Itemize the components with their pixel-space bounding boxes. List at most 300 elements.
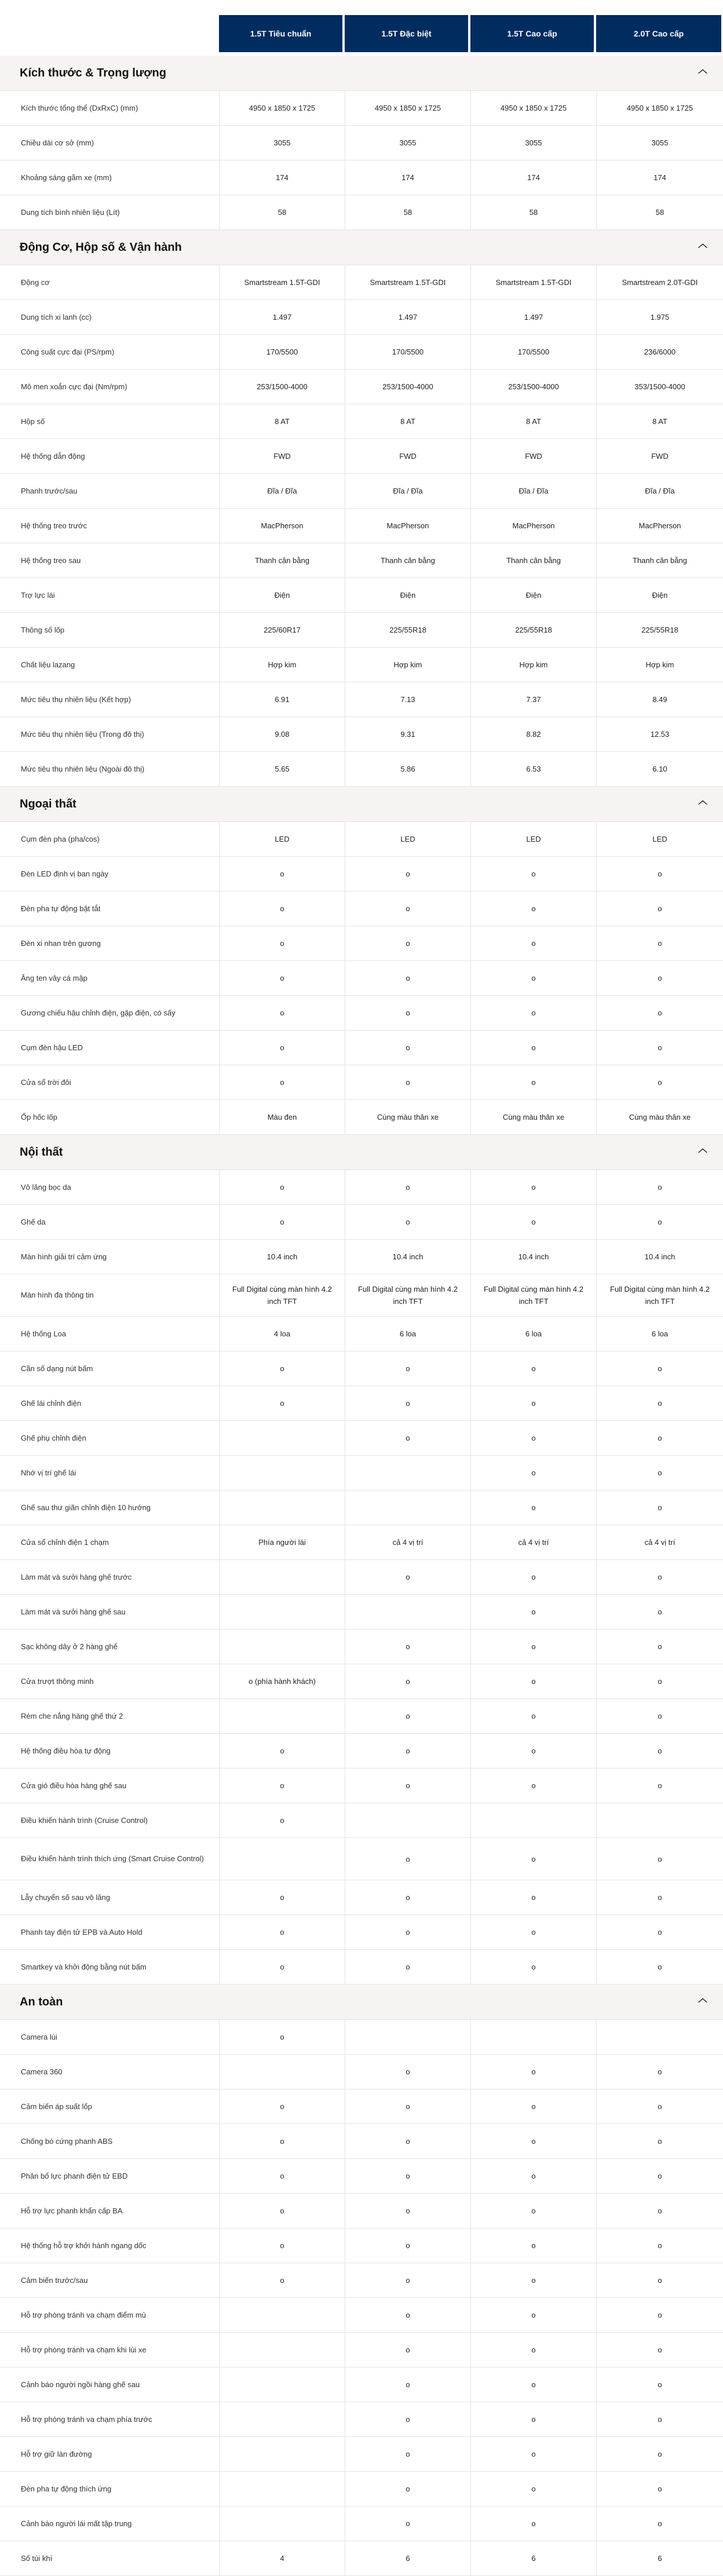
spec-value: Hợp kim: [219, 648, 345, 682]
spec-value: 4950 x 1850 x 1725: [470, 91, 596, 125]
spec-row: [0, 1525, 723, 1560]
spec-value: [219, 1699, 345, 1733]
spec-value: o: [596, 2402, 723, 2436]
spec-label: Làm mát và sưởi hàng ghế sau: [21, 1607, 126, 1616]
spec-row: [0, 1170, 723, 1205]
spec-value: o: [470, 2055, 596, 2089]
spec-value: o: [345, 1769, 470, 1803]
trim-column-header: 2.0T Cao cấp: [596, 15, 721, 52]
spec-value: o: [470, 2194, 596, 2228]
spec-label: Hệ thống treo sau: [21, 556, 81, 565]
spec-value: o: [345, 2333, 470, 2367]
spec-row: [0, 1386, 723, 1421]
spec-value: o: [596, 891, 723, 926]
spec-value: o: [596, 2055, 723, 2089]
spec-value: o: [596, 1031, 723, 1065]
spec-value: o: [596, 2194, 723, 2228]
spec-value: o: [596, 2437, 723, 2471]
spec-value: o: [596, 1456, 723, 1490]
spec-value: 6.10: [596, 752, 723, 786]
spec-row: [0, 509, 723, 543]
spec-value: 3055: [596, 126, 723, 160]
spec-label: Rèm che nắng hàng ghế thứ 2: [21, 1711, 123, 1720]
spec-value: o: [596, 1880, 723, 1914]
spec-row: [0, 2159, 723, 2194]
spec-value: o: [219, 2159, 345, 2193]
spec-value: o: [345, 2194, 470, 2228]
spec-value: Đĩa / Đĩa: [596, 474, 723, 508]
spec-value: LED: [596, 822, 723, 856]
spec-row: [0, 300, 723, 335]
spec-value: [219, 2402, 345, 2436]
spec-value: o: [219, 1170, 345, 1204]
spec-value: 8 AT: [596, 404, 723, 439]
spec-value: o: [345, 1560, 470, 1594]
spec-row: [0, 613, 723, 648]
spec-value: [219, 2333, 345, 2367]
spec-value: Phía người lái: [219, 1525, 345, 1559]
spec-label: Ghế lái chỉnh điện: [21, 1398, 82, 1408]
spec-value: 3055: [470, 126, 596, 160]
spec-value: o: [470, 2263, 596, 2297]
spec-value: Cùng màu thân xe: [596, 1100, 723, 1134]
spec-value: o: [596, 2506, 723, 2541]
spec-value: 1.497: [470, 300, 596, 334]
spec-label: Màn hình đa thông tin: [21, 1291, 94, 1299]
spec-row: [0, 1880, 723, 1915]
spec-label: Ghế phụ chỉnh điện: [21, 1433, 86, 1442]
spec-value: o: [219, 1880, 345, 1914]
spec-value: o: [470, 1629, 596, 1664]
spec-value: o: [345, 2506, 470, 2541]
spec-value: [345, 1595, 470, 1629]
spec-value: [219, 2506, 345, 2541]
spec-value: 1.975: [596, 300, 723, 334]
spec-value: o: [219, 2263, 345, 2297]
spec-row: [0, 891, 723, 926]
spec-value: 58: [219, 195, 345, 229]
spec-section: [0, 787, 723, 1135]
spec-value: o: [219, 996, 345, 1030]
chevron-up-icon[interactable]: [696, 1145, 709, 1160]
spec-label: Điều khiển hành trình thích ứng (Smart Cruise Control): [21, 1854, 204, 1863]
spec-value: 5.65: [219, 752, 345, 786]
spec-value: o: [219, 857, 345, 891]
spec-value: o: [596, 2263, 723, 2297]
spec-label: Động cơ: [21, 277, 50, 287]
spec-label: Màn hình giải trí cảm ứng: [21, 1252, 107, 1261]
spec-row: [0, 160, 723, 195]
spec-value: o: [219, 2089, 345, 2124]
spec-row: [0, 1274, 723, 1317]
spec-value: 170/5500: [219, 335, 345, 369]
section-toggle-header[interactable]: [0, 1135, 723, 1170]
spec-value: o: [470, 1915, 596, 1949]
spec-value: o: [470, 1950, 596, 1984]
spec-value: 3055: [219, 126, 345, 160]
spec-label: Cửa sổ chỉnh điện 1 chạm: [21, 1537, 109, 1547]
spec-value: o: [345, 1351, 470, 1386]
spec-value: o: [219, 2020, 345, 2054]
spec-row: [0, 2541, 723, 2576]
spec-value: 7.37: [470, 682, 596, 717]
spec-value: o: [345, 1664, 470, 1698]
spec-value: 6 loa: [345, 1317, 470, 1351]
spec-value: [345, 1490, 470, 1525]
spec-value: o: [470, 961, 596, 995]
spec-row: [0, 682, 723, 717]
spec-row: [0, 1699, 723, 1734]
spec-value: 4950 x 1850 x 1725: [345, 91, 470, 125]
spec-label: Thông số lốp: [21, 625, 65, 634]
trim-column-header: 1.5T Cao cấp: [470, 15, 594, 52]
spec-row: [0, 1950, 723, 1985]
spec-value: o: [470, 1351, 596, 1386]
spec-row: [0, 1838, 723, 1880]
section-toggle-header[interactable]: [0, 787, 723, 822]
spec-value: o: [470, 2367, 596, 2402]
spec-row: [0, 752, 723, 787]
spec-row: [0, 2367, 723, 2402]
spec-value: o: [345, 2263, 470, 2297]
spec-label: Đèn pha tự động bật tắt: [21, 904, 101, 913]
spec-section: [0, 1985, 723, 2576]
spec-value: 8 AT: [345, 404, 470, 439]
spec-label: Camera lùi: [21, 2032, 57, 2041]
spec-value: o: [219, 1769, 345, 1803]
spec-value: [470, 2020, 596, 2054]
spec-label: Mức tiêu thụ nhiên liệu (Kết hợp): [21, 695, 131, 704]
spec-row: [0, 2089, 723, 2124]
spec-label: Hỗ trợ phòng tránh va chạm phía trước: [21, 2414, 152, 2424]
spec-label: Hộp số: [21, 416, 45, 426]
spec-row: [0, 1351, 723, 1386]
spec-value: 10.4 inch: [596, 1240, 723, 1274]
spec-label: Hệ thống treo trước: [21, 521, 87, 530]
spec-value: 7.13: [345, 682, 470, 717]
spec-value: 225/60R17: [219, 613, 345, 647]
spec-value: [470, 1803, 596, 1837]
spec-value: o: [470, 1170, 596, 1204]
spec-row: [0, 1629, 723, 1664]
spec-value: 9.08: [219, 717, 345, 751]
spec-row: [0, 1769, 723, 1803]
spec-value: o: [470, 1734, 596, 1768]
spec-label: Hệ thống dẫn động: [21, 451, 85, 461]
spec-value: 1.497: [219, 300, 345, 334]
chevron-up-icon[interactable]: [696, 240, 709, 255]
spec-value: 10.4 inch: [470, 1240, 596, 1274]
spec-value: Thanh cân bằng: [345, 543, 470, 578]
spec-label: Cửa sổ trời đôi: [21, 1077, 71, 1087]
spec-value: [219, 2367, 345, 2402]
spec-value: o: [470, 2089, 596, 2124]
spec-value: Điện: [345, 578, 470, 612]
spec-value: o: [470, 1595, 596, 1629]
spec-label: Cửa trượt thông minh: [21, 1676, 94, 1686]
spec-row: [0, 926, 723, 961]
spec-value: FWD: [470, 439, 596, 473]
spec-value: 58: [596, 195, 723, 229]
spec-value: o: [596, 1629, 723, 1664]
spec-value: o: [345, 2402, 470, 2436]
spec-value: o: [345, 1065, 470, 1099]
spec-value: o: [470, 926, 596, 960]
spec-value: [219, 1629, 345, 1664]
spec-value: 253/1500-4000: [470, 370, 596, 404]
spec-row: [0, 1065, 723, 1100]
spec-value: o: [470, 1560, 596, 1594]
spec-value: o: [596, 1065, 723, 1099]
spec-value: Thanh cân bằng: [596, 543, 723, 578]
spec-value: o: [345, 1170, 470, 1204]
spec-row: [0, 1031, 723, 1065]
spec-value: o: [596, 2367, 723, 2402]
spec-value: o: [345, 1880, 470, 1914]
spec-value: o: [219, 2228, 345, 2263]
spec-label: Hỗ trợ phòng tránh va chạm khi lùi xe: [21, 2345, 147, 2354]
spec-value: o: [596, 1950, 723, 1984]
spec-label: Hệ thống hỗ trợ khởi hành ngang dốc: [21, 2241, 147, 2250]
spec-value: o: [219, 926, 345, 960]
spec-label: Mức tiêu thụ nhiên liệu (Ngoài đô thị): [21, 764, 145, 773]
spec-value: [345, 1803, 470, 1837]
spec-value: Hợp kim: [345, 648, 470, 682]
spec-value: Đĩa / Đĩa: [470, 474, 596, 508]
spec-label: Lẫy chuyển số sau vô lăng: [21, 1892, 110, 1902]
spec-value: 174: [345, 160, 470, 195]
chevron-up-icon[interactable]: [696, 1994, 709, 2010]
spec-value: o: [470, 1456, 596, 1490]
spec-row: [0, 1664, 723, 1699]
spec-value: o: [596, 1769, 723, 1803]
spec-value: o: [596, 1699, 723, 1733]
spec-value: o: [470, 2402, 596, 2436]
spec-value: o: [219, 1065, 345, 1099]
spec-value: [219, 1560, 345, 1594]
spec-label: Hỗ trợ lực phanh khẩn cấp BA: [21, 2206, 123, 2215]
spec-value: o: [470, 2298, 596, 2332]
spec-value: 6.53: [470, 752, 596, 786]
spec-value: [219, 2298, 345, 2332]
spec-value: o: [596, 1560, 723, 1594]
spec-value: 8 AT: [470, 404, 596, 439]
spec-value: 225/55R18: [345, 613, 470, 647]
spec-label: Ăng ten vây cá mập: [21, 973, 87, 982]
spec-value: 353/1500-4000: [596, 370, 723, 404]
spec-value: o: [219, 891, 345, 926]
section-title: Nội thất: [20, 1145, 63, 1159]
spec-label: Đèn xi nhan trên gương: [21, 938, 101, 948]
spec-row: [0, 2333, 723, 2367]
spec-label: Điều khiển hành trình (Cruise Control): [21, 1815, 148, 1825]
spec-value: o: [596, 1838, 723, 1880]
spec-row: [0, 439, 723, 474]
spec-value: o: [470, 1490, 596, 1525]
spec-value: Full Digital cùng màn hình 4.2 inch TFT: [345, 1274, 470, 1316]
spec-row: [0, 1490, 723, 1525]
spec-label: Mức tiêu thụ nhiên liệu (Trong đô thị): [21, 729, 144, 739]
spec-value: o: [596, 1205, 723, 1239]
spec-label: Smartkey và khởi động bằng nút bấm: [21, 1962, 147, 1971]
spec-value: 174: [596, 160, 723, 195]
spec-label: Chất liệu lazang: [21, 660, 75, 669]
spec-value: 10.4 inch: [219, 1240, 345, 1274]
spec-value: Full Digital cùng màn hình 4.2 inch TFT: [219, 1274, 345, 1316]
spec-value: 9.31: [345, 717, 470, 751]
spec-row: [0, 1915, 723, 1950]
trim-column-header: 1.5T Tiêu chuẩn: [219, 15, 342, 52]
spec-row: [0, 648, 723, 682]
spec-label: Cảnh báo người lái mất tập trung: [21, 2519, 132, 2528]
spec-value: 10.4 inch: [345, 1240, 470, 1274]
spec-value: Đĩa / Đĩa: [219, 474, 345, 508]
spec-value: o: [345, 1734, 470, 1768]
spec-value: [219, 1456, 345, 1490]
spec-value: o: [345, 1838, 470, 1880]
section-title: Động Cơ, Hộp số & Vận hành: [20, 240, 182, 254]
spec-row: [0, 126, 723, 160]
spec-value: 1.497: [345, 300, 470, 334]
spec-value: o: [219, 1205, 345, 1239]
spec-value: LED: [470, 822, 596, 856]
spec-value: 6: [345, 2541, 470, 2575]
spec-value: o: [596, 1915, 723, 1949]
spec-value: Smartstream 2.0T-GDI: [596, 265, 723, 299]
spec-label: Sạc không dây ở 2 hàng ghế: [21, 1642, 118, 1651]
spec-value: 4950 x 1850 x 1725: [219, 91, 345, 125]
spec-label: Làm mát và sưởi hàng ghế trước: [21, 1572, 132, 1581]
spec-value: [219, 2437, 345, 2471]
spec-label: Khoảng sáng gầm xe (mm): [21, 173, 112, 182]
spec-value: 253/1500-4000: [219, 370, 345, 404]
spec-value: [219, 1421, 345, 1455]
spec-row: [0, 2263, 723, 2298]
spec-value: Cùng màu thân xe: [470, 1100, 596, 1134]
spec-value: o: [470, 1065, 596, 1099]
spec-row: [0, 2437, 723, 2472]
spec-value: 225/55R18: [596, 613, 723, 647]
spec-value: cả 4 vị trí: [596, 1525, 723, 1559]
spec-value: o: [470, 2228, 596, 2263]
spec-value: o: [219, 2194, 345, 2228]
spec-value: o: [596, 1664, 723, 1698]
spec-label: Vô lăng bọc da: [21, 1182, 71, 1192]
spec-value: MacPherson: [219, 509, 345, 543]
spec-value: 170/5500: [345, 335, 470, 369]
spec-value: o: [470, 1386, 596, 1420]
spec-value: o: [596, 926, 723, 960]
spec-value: o: [345, 1205, 470, 1239]
spec-sections: [0, 56, 723, 2576]
spec-value: 8 AT: [219, 404, 345, 439]
spec-value: o: [470, 857, 596, 891]
spec-label: Dung tích bình nhiên liệu (Lít): [21, 207, 120, 217]
spec-value: 174: [470, 160, 596, 195]
spec-row: [0, 1317, 723, 1351]
spec-label: Chống bó cứng phanh ABS: [21, 2136, 113, 2146]
spec-value: 4: [219, 2541, 345, 2575]
spec-label: Hệ thống điều hòa tự động: [21, 1746, 111, 1755]
spec-value: Hợp kim: [470, 648, 596, 682]
spec-value: 4950 x 1850 x 1725: [596, 91, 723, 125]
spec-value: o: [345, 1421, 470, 1455]
spec-value: o: [345, 961, 470, 995]
spec-label: Phanh tay điện tử EPB và Auto Hold: [21, 1927, 143, 1936]
spec-value: 8.49: [596, 682, 723, 717]
spec-value: o: [470, 2159, 596, 2193]
spec-value: o: [596, 996, 723, 1030]
spec-value: Cùng màu thân xe: [345, 1100, 470, 1134]
spec-value: Điện: [596, 578, 723, 612]
spec-row: [0, 1560, 723, 1595]
spec-value: 6 loa: [596, 1317, 723, 1351]
spec-value: [345, 1456, 470, 1490]
spec-value: o: [596, 2124, 723, 2158]
spec-value: [345, 2020, 470, 2054]
spec-value: Đĩa / Đĩa: [345, 474, 470, 508]
spec-row: [0, 404, 723, 439]
spec-value: Màu đen: [219, 1100, 345, 1134]
spec-label: Cảnh báo người ngồi hàng ghế sau: [21, 2380, 140, 2389]
spec-value: o: [219, 1803, 345, 1837]
spec-value: 6: [470, 2541, 596, 2575]
spec-value: FWD: [219, 439, 345, 473]
spec-value: 225/55R18: [470, 613, 596, 647]
spec-value: o: [345, 891, 470, 926]
spec-value: o: [596, 1351, 723, 1386]
spec-value: o: [470, 996, 596, 1030]
spec-value: o: [596, 1421, 723, 1455]
spec-value: o: [345, 1031, 470, 1065]
spec-value: 236/6000: [596, 335, 723, 369]
spec-value: o: [470, 1769, 596, 1803]
spec-row: [0, 2506, 723, 2541]
section-title: Ngoại thất: [20, 797, 76, 810]
spec-label: Camera 360: [21, 2067, 63, 2076]
spec-value: o: [219, 1734, 345, 1768]
section-toggle-header[interactable]: [0, 1985, 723, 2020]
spec-value: o: [470, 2437, 596, 2471]
spec-section: [0, 230, 723, 787]
spec-value: o: [345, 1915, 470, 1949]
spec-value: o: [345, 2437, 470, 2471]
spec-value: 12.53: [596, 717, 723, 751]
spec-value: o: [596, 2333, 723, 2367]
spec-value: o: [345, 2159, 470, 2193]
spec-value: o (phía hành khách): [219, 1664, 345, 1698]
section-toggle-header[interactable]: [0, 230, 723, 265]
spec-row: [0, 474, 723, 509]
chevron-up-icon[interactable]: [696, 65, 709, 81]
spec-value: o: [470, 2472, 596, 2506]
chevron-up-icon[interactable]: [696, 796, 709, 812]
spec-row: [0, 2228, 723, 2263]
section-toggle-header[interactable]: [0, 56, 723, 91]
spec-row: [0, 1100, 723, 1135]
spec-section: [0, 1135, 723, 1985]
spec-label: Kích thước tổng thể (DxRxC) (mm): [21, 103, 138, 112]
spec-row: [0, 370, 723, 404]
spec-value: o: [596, 2159, 723, 2193]
spec-label: Cảm biến áp suất lốp: [21, 2102, 92, 2111]
spec-label: Công suất cực đại (PS/rpm): [21, 347, 115, 356]
spec-label: Trợ lực lái: [21, 590, 55, 600]
spec-row: [0, 822, 723, 857]
spec-value: o: [470, 891, 596, 926]
spec-row: [0, 2055, 723, 2089]
spec-value: cả 4 vị trí: [345, 1525, 470, 1559]
